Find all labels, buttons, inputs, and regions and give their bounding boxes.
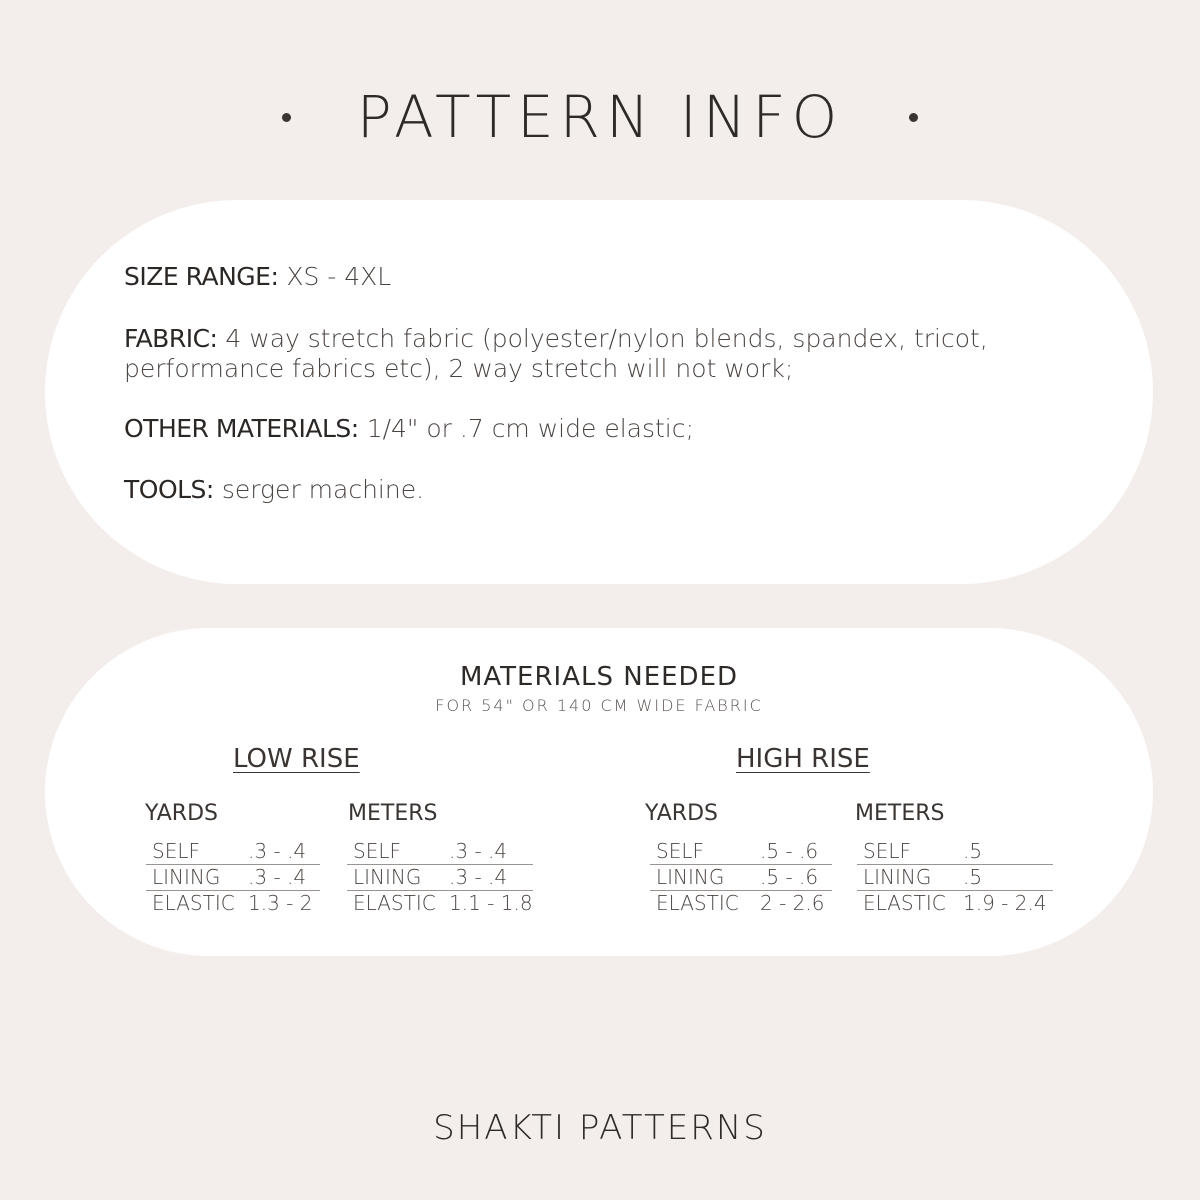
- low-rise-yards-table: [146, 839, 320, 916]
- table-row: [857, 839, 1053, 865]
- row-label: LINING: [146, 865, 248, 891]
- tools: [124, 475, 1084, 505]
- row-value: .3 - .4: [248, 865, 320, 891]
- table-row: [146, 839, 320, 865]
- fabric-value-line2: performance fabrics etc), 2 way stretch will not work;: [124, 354, 794, 383]
- high-rise-yards-table: [650, 839, 832, 916]
- materials-panel: [45, 628, 1153, 956]
- row-label: ELASTIC: [353, 891, 436, 915]
- bullet-dot-icon: [282, 113, 291, 122]
- high-rise-title: HIGH RISE: [736, 744, 870, 774]
- table-row: [857, 865, 1053, 891]
- row-label: LINING: [650, 865, 760, 891]
- other-materials-label: OTHER MATERIALS:: [124, 414, 359, 443]
- fabric-label: FABRIC:: [124, 324, 218, 353]
- size-range: [124, 262, 1084, 292]
- row-value: 1.3 - 2: [248, 891, 313, 915]
- row-label: SELF: [146, 839, 248, 865]
- table-row: [857, 891, 1053, 917]
- high-rise-meters-header: METERS: [855, 801, 945, 826]
- row-value: .5 - .6: [760, 839, 832, 865]
- page-title: PATTERN INFO: [356, 83, 844, 151]
- row-label: LINING: [857, 865, 963, 891]
- low-rise-meters-table: [347, 839, 533, 916]
- other-materials-value: 1/4" or .7 cm wide elastic;: [366, 414, 694, 443]
- row-label: LINING: [347, 865, 449, 891]
- table-row: [146, 865, 320, 891]
- low-rise-title: LOW RISE: [233, 744, 360, 774]
- row-label: ELASTIC: [656, 891, 739, 915]
- other-materials: [124, 414, 1084, 444]
- row-label: ELASTIC: [152, 891, 235, 915]
- row-value: .5: [963, 865, 1053, 891]
- row-value: 1.9 - 2.4: [963, 891, 1047, 915]
- low-rise-meters-header: METERS: [348, 801, 438, 826]
- table-row: [347, 865, 533, 891]
- materials-title: MATERIALS NEEDED: [459, 662, 739, 692]
- row-label: SELF: [857, 839, 963, 865]
- info-panel: [45, 200, 1153, 584]
- fabric-value-line1: 4 way stretch fabric (polyester/nylon blends, spandex, tricot,: [225, 324, 988, 353]
- table-row: [146, 891, 320, 917]
- table-row: [650, 865, 832, 891]
- materials-subtitle: FOR 54" OR 140 CM WIDE FABRIC: [435, 696, 763, 715]
- row-label: SELF: [650, 839, 760, 865]
- tools-value: serger machine.: [221, 475, 425, 504]
- row-label: ELASTIC: [863, 891, 946, 915]
- table-row: [650, 839, 832, 865]
- fabric: [124, 324, 1084, 384]
- size-range-label: SIZE RANGE:: [124, 262, 279, 291]
- size-range-value: XS - 4XL: [286, 262, 392, 291]
- low-rise-yards-header: YARDS: [145, 801, 218, 826]
- high-rise-yards-header: YARDS: [645, 801, 718, 826]
- table-row: [347, 839, 533, 865]
- header: [0, 82, 1200, 152]
- table-row: [650, 891, 832, 917]
- row-value: .3 - .4: [449, 839, 533, 865]
- row-label: SELF: [347, 839, 449, 865]
- row-value: .3 - .4: [449, 865, 533, 891]
- bullet-dot-icon: [909, 113, 918, 122]
- row-value: .3 - .4: [248, 839, 320, 865]
- row-value: .5 - .6: [760, 865, 832, 891]
- brand-footer: SHAKTI PATTERNS: [433, 1108, 767, 1148]
- row-value: 2 - 2.6: [760, 891, 825, 915]
- high-rise-meters-table: [857, 839, 1053, 916]
- row-value: .5: [963, 839, 1053, 865]
- table-row: [347, 891, 533, 917]
- tools-label: TOOLS:: [124, 475, 214, 504]
- row-value: 1.1 - 1.8: [449, 891, 533, 915]
